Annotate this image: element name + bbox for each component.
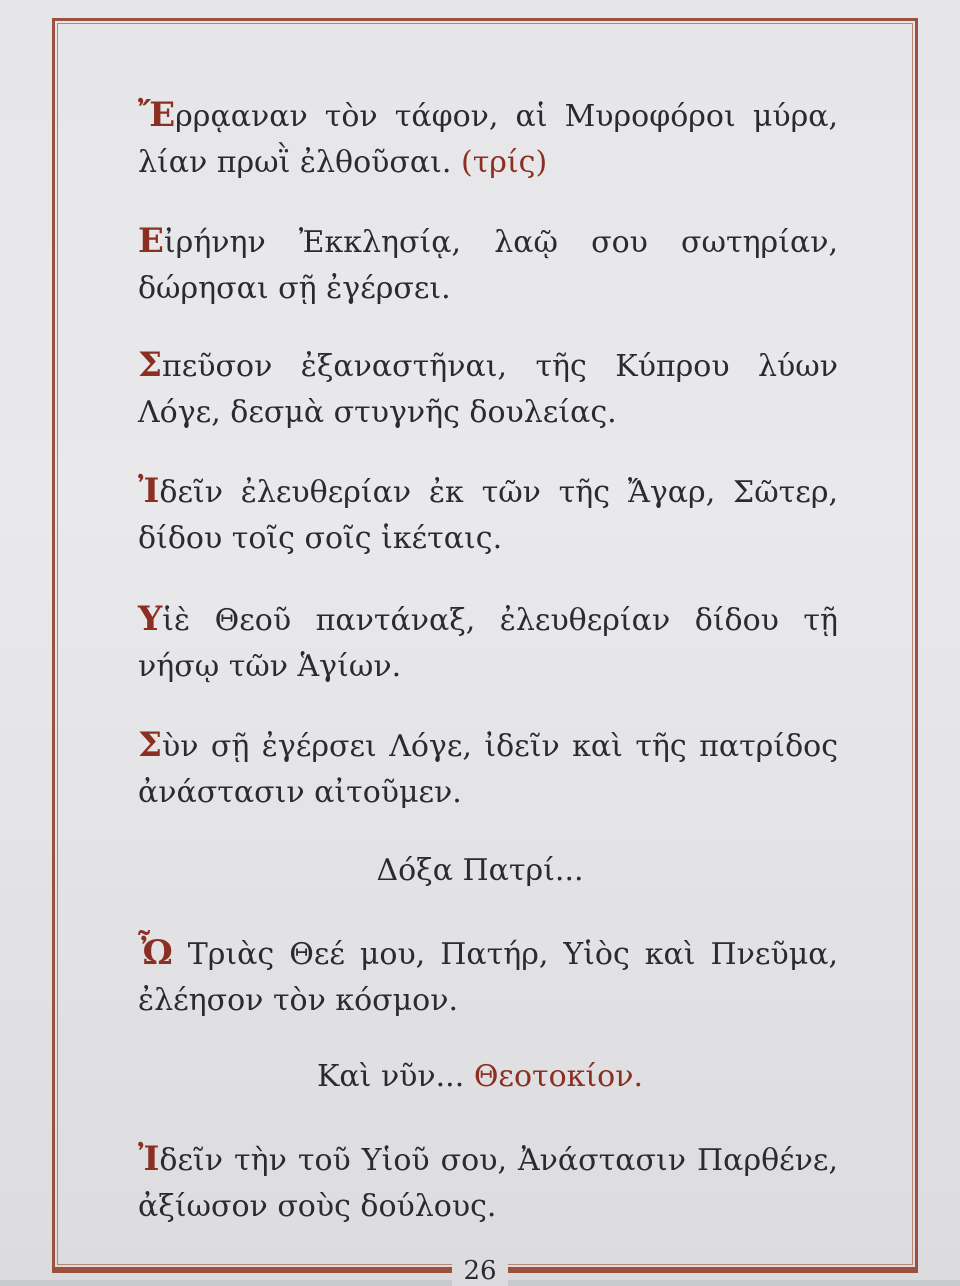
trinity-verse-line-1 [138, 930, 838, 978]
verse-2-text-2: δώρησαι σῇ ἐγέρσει. [138, 271, 451, 306]
verse-6-line-2 [138, 770, 838, 816]
verse-5-line-2 [138, 644, 838, 690]
theotokion-verse-initial: Ἰ [138, 1139, 160, 1179]
theotokion-label: Θεοτοκίον. [473, 1059, 644, 1094]
footer-rule-right [508, 1270, 918, 1273]
verse-3-text-2: Λόγε, δεσμὰ στυγνῆς δουλείας. [138, 395, 617, 430]
verse-6 [138, 722, 838, 816]
footer-rule-left [52, 1270, 452, 1273]
verse-1 [138, 92, 838, 186]
verse-2-text-1: ἰρήνην Ἐκκλησίᾳ, λαῷ σου σωτηρίαν, [163, 225, 838, 260]
trinity-verse-line-2 [138, 978, 838, 1024]
trinity-verse [138, 930, 838, 1024]
verse-2-line-1 [138, 218, 838, 266]
verse-4-line-1 [138, 468, 838, 516]
verse-1-text-1: ρρᾳαναν τὸν τάφον, αἱ Μυροφόροι μύρα, [175, 99, 838, 134]
theotokion-verse-text-2: ἀξίωσον σοὺς δούλους. [138, 1189, 497, 1224]
verse-5-text-1: ἱὲ Θεοῦ παντάναξ, ἐλευθερίαν δίδου τῇ [162, 603, 838, 638]
verse-6-text-2: ἀνάστασιν αἰτοῦμεν. [138, 775, 462, 810]
theotokion-verse [138, 1136, 838, 1230]
verse-4-line-2 [138, 516, 838, 562]
verse-2 [138, 218, 838, 312]
verse-3 [138, 342, 838, 436]
verse-1-line-2 [138, 140, 838, 186]
verse-1-text-2: λίαν πρωῒ ἐλθοῦσαι. [138, 145, 452, 180]
page-number: 26 [452, 1256, 508, 1286]
verse-3-line-1 [138, 342, 838, 390]
verse-6-line-1 [138, 722, 838, 770]
trinity-verse-text-2: ἐλέησον τὸν κόσμον. [138, 983, 458, 1018]
verse-4 [138, 468, 838, 562]
verse-4-initial: Ἰ [138, 471, 160, 511]
verse-2-initial: Ε [138, 221, 164, 261]
verse-6-initial: Σ [138, 725, 163, 765]
verse-6-text-1: ὺν σῇ ἐγέρσει Λόγε, ἰδεῖν καὶ τῆς πατρίδος [162, 729, 838, 764]
doxa-heading: Δόξα Πατρί... [376, 853, 584, 888]
verse-3-text-1: πεῦσον ἐξαναστῆναι, τῆς Κύπρου λύων [162, 349, 838, 384]
theotokion-verse-line-2 [138, 1184, 838, 1230]
verse-2-line-2 [138, 266, 838, 312]
theotokion-verse-text-1: δεῖν τὴν τοῦ Υἱοῦ σου, Ἀνάστασιν Παρθένε, [159, 1143, 838, 1178]
verse-1-initial: Ἔ [138, 95, 176, 135]
kai-nyn-heading [60, 1054, 900, 1100]
verse-5-initial: Υ [138, 599, 163, 639]
verse-3-initial: Σ [138, 345, 163, 385]
verse-4-text-2: δίδου τοῖς σοῖς ἱκέταις. [138, 521, 503, 556]
verse-4-text-1: δεῖν ἐλευθερίαν ἐκ τῶν τῆς Ἄγαρ, Σῶτερ, [159, 475, 838, 510]
theotokion-verse-line-1 [138, 1136, 838, 1184]
trinity-verse-initial: Ὦ [138, 933, 173, 973]
trinity-verse-text-1: Τριὰς Θεέ μου, Πατήρ, Υἱὸς καὶ Πνεῦμα, [172, 937, 838, 972]
verse-5-text-2: νήσῳ τῶν Ἁγίων. [138, 649, 402, 684]
verse-5 [138, 596, 838, 690]
verse-3-line-2 [138, 390, 838, 436]
kai-nyn-text: Καὶ νῦν... [316, 1059, 465, 1094]
verse-1-rubric: (τρίς) [460, 145, 548, 180]
verse-1-line-1 [138, 92, 838, 140]
page-footer [52, 1256, 918, 1286]
verse-5-line-1 [138, 596, 838, 644]
